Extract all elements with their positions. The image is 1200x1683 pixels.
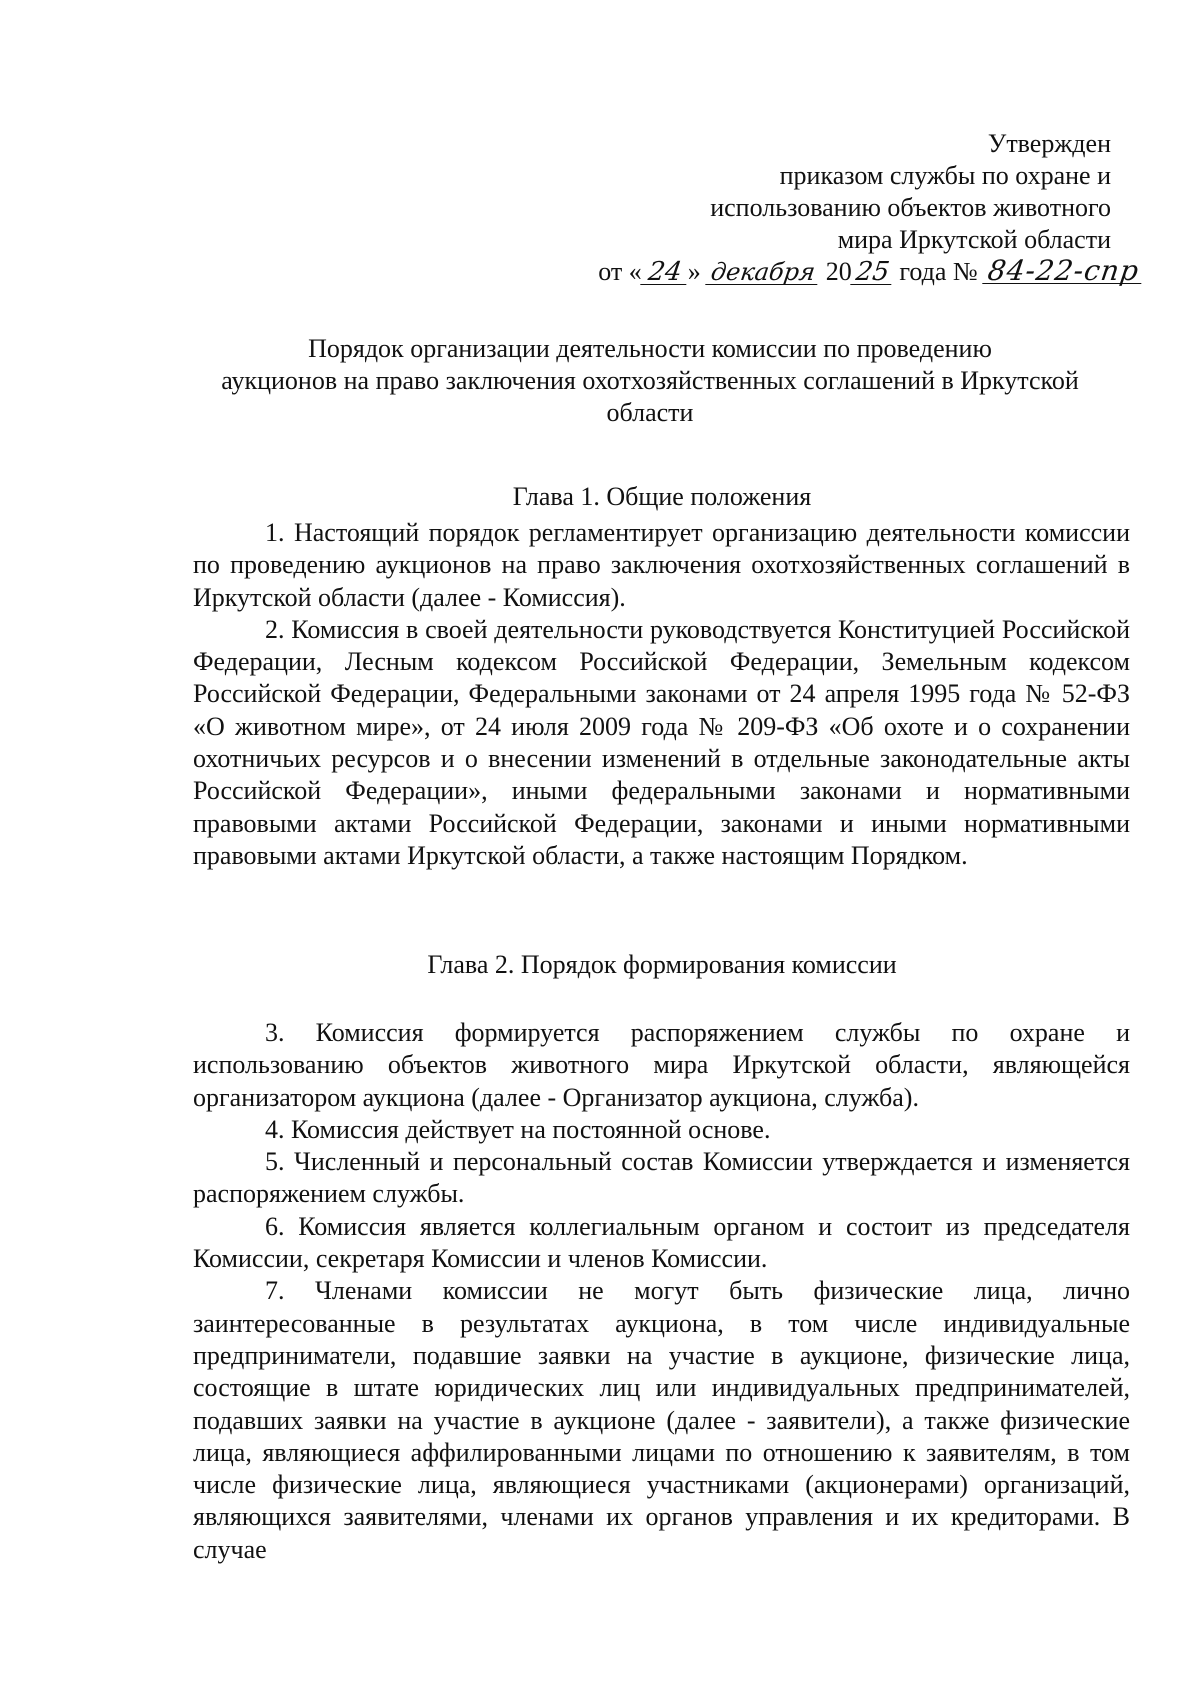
handwritten-year: 25 — [850, 260, 895, 285]
approval-date-line — [551, 256, 1143, 288]
date-prefix: от « — [598, 257, 642, 286]
date-day-close: » — [687, 257, 701, 286]
chapter-2-body — [193, 1017, 1130, 1566]
document-title — [160, 333, 1140, 429]
year-prefix: 20 — [825, 257, 852, 286]
chapter-1-heading: Глава 1. Общие положения — [512, 482, 812, 511]
title-line-3: области — [606, 398, 694, 427]
title-line-2: аукционов на право заключения охотхозяйственных соглашений в Иркутской — [221, 366, 1079, 395]
title-line-1: Порядок организации деятельности комиссии по проведению — [308, 334, 992, 363]
chapter-2-heading: Глава 2. Порядок формирования комиссии — [427, 950, 897, 979]
year-word: года № — [899, 257, 978, 286]
handwritten-day: 24 — [640, 260, 690, 285]
paragraph-2: 2. Комиссия в своей деятельности руководствуется Конституцией Российской Федерации, Лесным кодексом Российской Федерации, Земельным кодексом Российской Федерации, Федеральными законами от 24 апреля 1995 года № 52-ФЗ «О животном мире», от 24 июля 2009 года № 209-ФЗ «Об охоте и о сохранении охотничьих ресурсов и о внесении изменений в отдельные законодательные акты Российской Федерации», иными федеральными законами и нормативными правовыми актами Российской Федерации, законами и иными нормативными правовыми актами Иркутской области, а также настоящим Порядком. — [193, 614, 1130, 870]
paragraph-4: 4. Комиссия действует на постоянной основе. — [265, 1114, 771, 1144]
approval-stamp-block — [551, 128, 1142, 288]
approval-line-2: приказом службы по охране и — [779, 161, 1111, 190]
approval-line-1: Утвержден — [987, 129, 1111, 158]
paragraph-6: 6. Комиссия является коллегиальным органом и состоит из председателя Комиссии, секретаря Комиссии и членов Комиссии. — [193, 1211, 1130, 1274]
paragraph-1: 1. Настоящий порядок регламентирует организацию деятельности комиссии по проведению аукционов на право заключения охотхозяйственных соглашений в Иркутской области (далее - Комиссия). — [193, 518, 1130, 612]
handwritten-month: декабря — [706, 260, 821, 285]
approval-line-4: мира Иркутской области — [837, 225, 1111, 254]
paragraph-7: 7. Членами комиссии не могут быть физические лица, лично заинтересованные в результатах аукциона, в том числе индивидуальные предприниматели, подавшие заявки на участие в аукционе, физические лица, состоящие в штате юридических лиц или индивидуальных предпринимателей, подавших заявки на участие в аукционе (далее - заявители), а также физические лица, являющиеся аффилированными лицами по отношению к заявителям, в том числе физические лица, являющиеся участниками (акционерами) организаций, являющихся заявителями, членами их органов управления и их кредиторами. В случае — [193, 1276, 1130, 1564]
paragraph-5: 5. Численный и персональный состав Комиссии утверждается и изменяется распоряжением службы. — [193, 1147, 1130, 1209]
chapter-1-body — [193, 517, 1130, 872]
handwritten-order-number: 84-22-спр — [982, 259, 1144, 284]
paragraph-3: 3. Комиссия формируется распоряжением службы по охране и использованию объектов животного мира Иркутской области, являющейся организатором аукциона (далее - Организатор аукциона, служба). — [193, 1018, 1130, 1112]
approval-line-3: использованию объектов животного — [710, 193, 1111, 222]
